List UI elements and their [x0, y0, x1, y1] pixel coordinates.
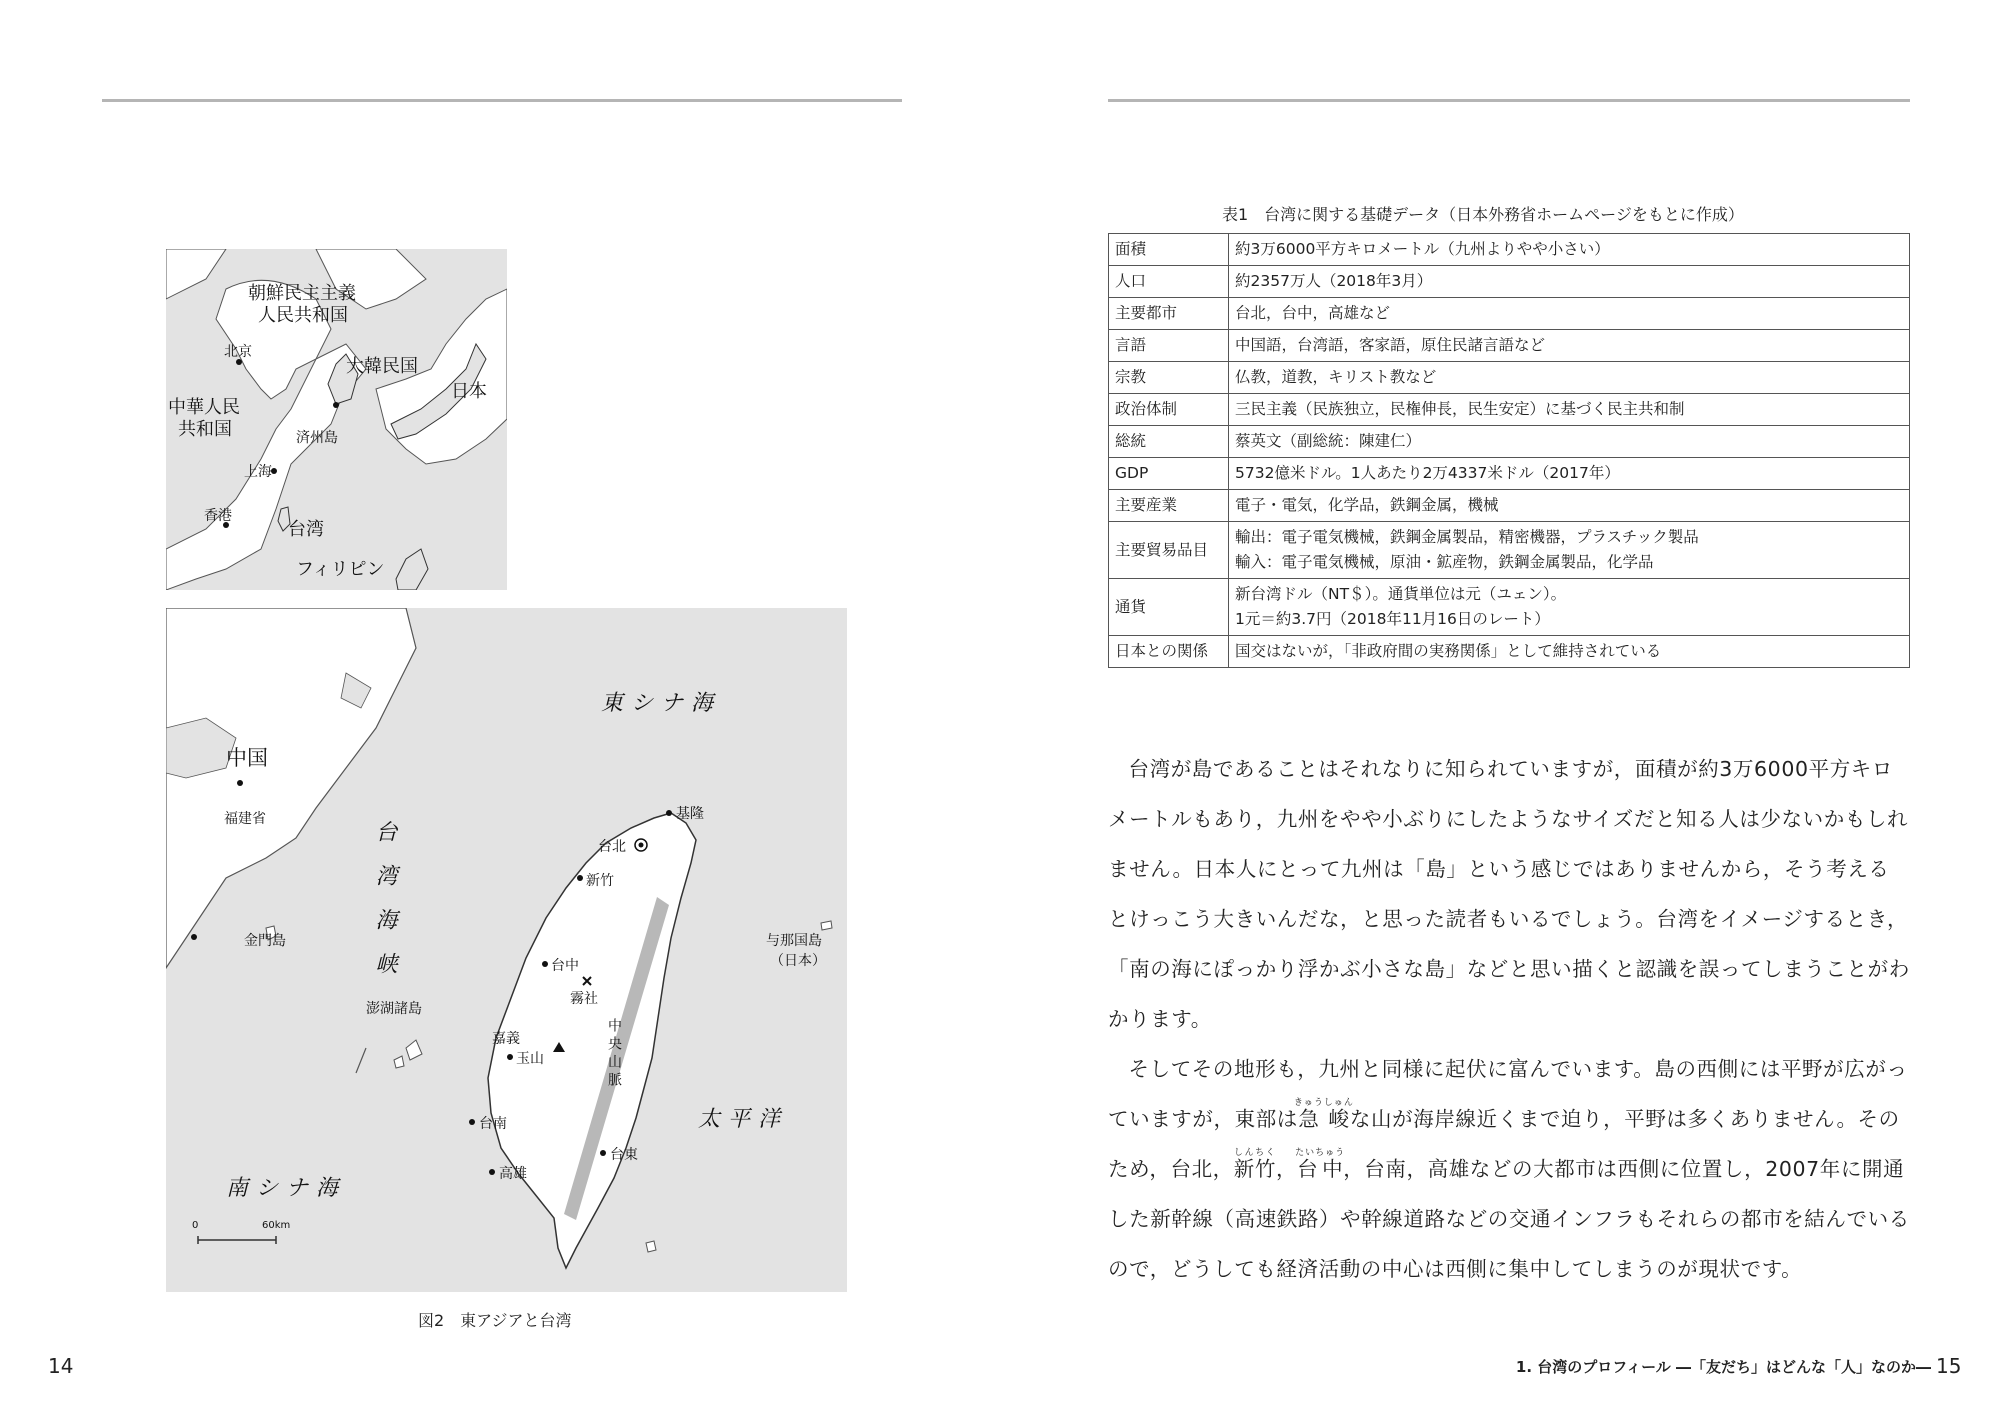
table-value-line: 中国語，台湾語，客家語，原住民諸言語など: [1235, 336, 1546, 354]
table-row: [1109, 426, 1910, 458]
label-tainan: 台南: [479, 1116, 507, 1132]
label-china: 中国: [226, 746, 268, 770]
table-row: [1109, 234, 1910, 266]
table-row: [1109, 394, 1910, 426]
label-fujian: 福建省: [224, 811, 266, 827]
label-taitung: 台東: [610, 1147, 638, 1163]
table-value-line: 輸出：電子電気機械，鉄鋼金属製品，精密機器，プラスチック製品: [1235, 528, 1699, 546]
label-kinmen: 金門島: [244, 933, 286, 949]
label-north-korea-1: 朝鮮民主主義: [248, 283, 356, 304]
table-key-cell: 宗教: [1109, 362, 1229, 394]
table-value-cell: [1229, 636, 1910, 668]
table-value-cell: [1229, 490, 1910, 522]
table-value-cell: [1229, 298, 1910, 330]
figure-caption: 図2 東アジアと台湾: [418, 1311, 572, 1330]
label-hongkong: 香港: [204, 508, 232, 524]
paragraph-1: 台湾が島であることはそれなりに知られていますが，面積が約3万6000平方キロメートルもあり，九州をやや小ぶりにしたようなサイズだと知る人は少ないかもしれません。日本人にとって九州は「島」という感じではありませんから，そう考えるとけっこう大きいんだな，と思った読者もいるでしょう。台湾をイメージするとき，「南の海にぽっかり浮かぶ小さな島」などと思い描くと認識を誤ってしまうことがわかります。: [1108, 757, 1910, 1031]
body-text: [1108, 744, 1910, 1294]
right-header-rule: [1108, 99, 1910, 102]
table-value-line: 電子・電気，化学品，鉄鋼金属，機械: [1235, 496, 1499, 514]
page-number-right: 15: [1936, 1354, 1962, 1378]
table-value-line: 1元＝約3.7円（2018年11月16日のレート）: [1235, 610, 1550, 628]
table-value-line: 新台湾ドル（NT＄）。通貨単位は元（ユェン）。: [1235, 585, 1567, 603]
table-value-line: 台北，台中，高雄など: [1235, 304, 1391, 322]
label-scale-zero: 0: [192, 1220, 199, 1231]
table-row: [1109, 266, 1910, 298]
table-row: [1109, 579, 1910, 636]
label-shanghai: 上海: [244, 464, 272, 480]
table-key-cell: 政治体制: [1109, 394, 1229, 426]
table-key-cell: 主要産業: [1109, 490, 1229, 522]
taiwan-map: [166, 608, 847, 1292]
label-yonaguni-1: 与那国島: [766, 933, 822, 949]
table-value-cell: [1229, 330, 1910, 362]
table-value-cell: [1229, 394, 1910, 426]
label-pacific: 太平洋: [698, 1107, 789, 1132]
ruby-shinchiku: 新竹しんちく: [1233, 1148, 1276, 1181]
running-head: [1516, 1356, 1935, 1377]
table-row: [1109, 458, 1910, 490]
paragraph-2-part-a: そしてその地形も，九州と同様に起伏に富んでいます。島の西側には平野が広がっていますが，東部は: [1108, 1057, 1908, 1131]
label-scale: 60km: [262, 1220, 291, 1231]
label-north-korea-2: 人民共和国: [258, 305, 348, 326]
label-chiayi: 嘉義: [492, 1031, 520, 1047]
paragraph-2-part-c: ，: [1275, 1157, 1298, 1181]
table-row: [1109, 298, 1910, 330]
label-philippines: フィリピン: [296, 559, 385, 580]
label-china-1: 中華人民: [168, 397, 240, 418]
table-key-cell: 通貨: [1109, 579, 1229, 636]
table-row: [1109, 362, 1910, 394]
table-key-cell: 面積: [1109, 234, 1229, 266]
label-taichung: 台中: [551, 958, 579, 974]
left-header-rule: [102, 99, 902, 102]
table-row: [1109, 522, 1910, 579]
table-key-cell: 主要貿易品目: [1109, 522, 1229, 579]
east-asia-inset-map: [166, 249, 507, 590]
table-value-line: 仏教，道教，キリスト教など: [1235, 368, 1437, 386]
table-value-line: 約3万6000平方キロメートル（九州よりやや小さい）: [1235, 240, 1610, 258]
table-key-cell: 主要都市: [1109, 298, 1229, 330]
table-key-cell: 日本との関係: [1109, 636, 1229, 668]
table-value-line: 国交はないが，「非政府間の実務関係」として維持されている: [1235, 642, 1662, 660]
table-row: [1109, 636, 1910, 668]
table-value-cell: [1229, 362, 1910, 394]
table-key-cell: 人口: [1109, 266, 1229, 298]
label-taiwan: 台湾: [288, 519, 324, 540]
basic-data-table: [1108, 233, 1910, 668]
paragraph-2-part-d: ，台南，高雄などの大都市は西側に位置し，2007年に開通した新幹線（高速鉄路）や幹線道路などの交通インフラもそれらの都市を結んでいるので，どうしても経済活動の中心は西側に集中してしまうのが現状です。: [1108, 1157, 1910, 1281]
label-central-range: 中央山脈: [606, 1018, 622, 1090]
label-yonaguni-2: （日本）: [770, 953, 826, 969]
table-value-cell: [1229, 522, 1910, 579]
label-south-korea: 大韓民国: [346, 356, 418, 377]
label-south-china-sea: 南シナ海: [226, 1176, 347, 1201]
running-head-text: 1. 台湾のプロフィール ―「友だち」はどんな「人」なのか―: [1515, 1358, 1931, 1376]
table-value-cell: [1229, 579, 1910, 636]
table-caption: 表1 台湾に関する基礎データ（日本外務省ホームページをもとに作成）: [1222, 205, 1744, 224]
table-key-cell: 総統: [1109, 426, 1229, 458]
paragraph-2-part-b: な山が海岸線近くまで迫り，平野は多くありません。そのため，台北，: [1108, 1107, 1900, 1181]
ruby-kyushun: 急峻きゅうしゅん: [1293, 1098, 1354, 1131]
table-value-line: 約2357万人（2018年3月）: [1235, 272, 1433, 290]
label-penghu: 澎湖諸島: [366, 1001, 422, 1017]
page-number-left: 14: [48, 1354, 74, 1378]
table-value-line: 5732億米ドル。1人あたり2万4337米ドル（2017年）: [1235, 464, 1620, 482]
table-value-cell: [1229, 458, 1910, 490]
paragraph-2: [1108, 1044, 1910, 1294]
label-east-china-sea: 東シナ海: [601, 691, 722, 716]
label-jeju: 済州島: [296, 430, 338, 446]
label-beijing: 北京: [224, 344, 252, 360]
table-value-line: 輸入：電子電気機械，原油・鉱産物，鉄鋼金属製品，化学品: [1235, 553, 1654, 571]
ruby-taichu: 台中たいちゅう: [1295, 1148, 1346, 1181]
label-taiwan-strait: 台湾海峡: [372, 820, 397, 996]
table-key-cell: GDP: [1109, 458, 1229, 490]
label-yushan: 玉山: [516, 1051, 544, 1067]
table-value-cell: [1229, 266, 1910, 298]
table-row: [1109, 330, 1910, 362]
label-china-2: 共和国: [178, 419, 232, 440]
table-value-line: 蔡英文（副総統：陳建仁）: [1235, 432, 1422, 450]
table-key-cell: 言語: [1109, 330, 1229, 362]
table-value-cell: [1229, 234, 1910, 266]
label-taipei: 台北: [598, 839, 626, 855]
label-wushe: 霧社: [570, 991, 598, 1007]
table-row: [1109, 490, 1910, 522]
label-japan: 日本: [451, 381, 487, 402]
label-keelung: 基隆: [676, 806, 704, 822]
label-kaohsiung: 高雄: [499, 1166, 527, 1182]
table-value-cell: [1229, 426, 1910, 458]
table-value-line: 三民主義（民族独立，民権伸長，民生安定）に基づく民主共和制: [1235, 400, 1685, 418]
label-hsinchu: 新竹: [586, 873, 614, 889]
